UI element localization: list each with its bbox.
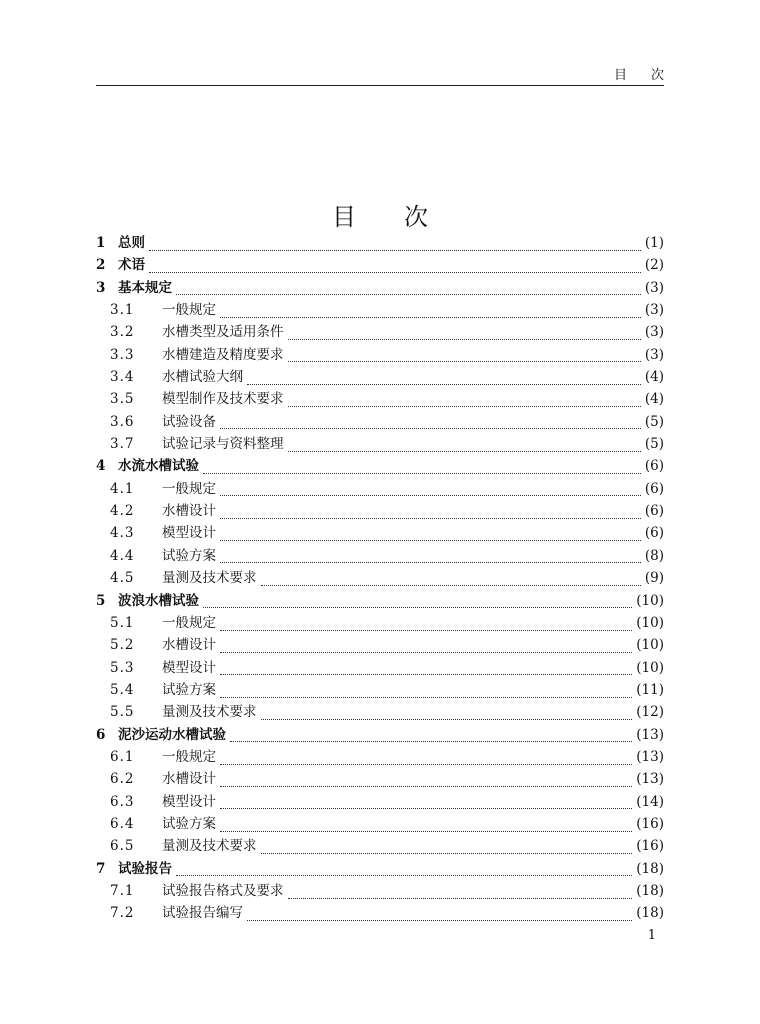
toc-leader-dots — [176, 865, 632, 876]
page-number: 1 — [647, 928, 656, 943]
toc-leader-dots — [220, 418, 641, 429]
toc-entry — [96, 590, 664, 612]
toc-entry — [96, 880, 664, 902]
toc-entry-number: 4.4 — [110, 547, 135, 564]
toc-entry-number: 2 — [96, 257, 106, 274]
toc-entry-page: (4) — [644, 391, 664, 408]
toc-entry-page: (9) — [644, 570, 664, 587]
toc-leader-dots — [220, 485, 641, 496]
toc-entry-label: 试验设备 — [162, 413, 216, 430]
toc-entry — [96, 835, 664, 857]
toc-entry — [96, 657, 664, 679]
toc-entry-page: (3) — [644, 346, 664, 363]
toc-entry-page: (6) — [644, 525, 664, 542]
toc-entry-number: 3.1 — [110, 302, 135, 319]
toc-entry-label: 量测及技术要求 — [162, 838, 257, 855]
toc-entry — [96, 567, 664, 589]
toc-entry-number: 3.2 — [110, 324, 135, 341]
toc-entry-number: 7.2 — [110, 905, 135, 922]
toc-entry-label: 模型设计 — [162, 793, 216, 810]
toc-leader-dots — [288, 441, 641, 452]
toc-entry-label: 水槽设计 — [162, 771, 216, 788]
toc-leader-dots — [220, 620, 632, 631]
toc-entry-number: 5.4 — [110, 681, 135, 698]
toc-entry-label: 总则 — [118, 235, 145, 251]
toc-entry-label: 量测及技术要求 — [162, 704, 257, 721]
toc-entry — [96, 277, 664, 299]
toc-entry — [96, 902, 664, 924]
toc-leader-dots — [220, 754, 632, 765]
toc-entry-number: 7.1 — [110, 882, 135, 899]
toc-entry-page: (6) — [644, 458, 664, 475]
toc-leader-dots — [203, 597, 632, 608]
toc-entry-label: 波浪水槽试验 — [118, 592, 199, 609]
toc-leader-dots — [288, 888, 633, 899]
toc-entry-page: (4) — [644, 369, 664, 386]
toc-entry-number: 6.4 — [110, 815, 135, 832]
toc-entry-label: 一般规定 — [162, 302, 216, 319]
toc-entry-number: 4.3 — [110, 525, 135, 542]
toc-entry-label: 模型制作及技术要求 — [162, 391, 284, 408]
toc-leader-dots — [149, 240, 641, 251]
toc-entry — [96, 545, 664, 567]
toc-entry-label: 水槽建造及精度要求 — [162, 346, 284, 363]
toc-entry-label: 水流水槽试验 — [118, 458, 199, 475]
running-header-title: 目次 — [613, 68, 688, 83]
toc-leader-dots — [220, 798, 632, 809]
running-header — [96, 60, 688, 86]
toc-entry-number: 4.5 — [110, 570, 135, 587]
toc-entry — [96, 858, 664, 880]
toc-entry-number: 3 — [96, 279, 106, 296]
toc-entry-page: (10) — [636, 614, 664, 631]
toc-leader-dots — [247, 910, 632, 921]
toc-entry-page: (10) — [636, 592, 664, 609]
toc-entry — [96, 634, 664, 656]
toc-entry-label: 泥沙运动水槽试验 — [118, 726, 226, 743]
toc-entry — [96, 366, 664, 388]
toc-entry — [96, 455, 664, 477]
toc-leader-dots — [261, 575, 641, 586]
toc-entry — [96, 232, 664, 254]
toc-entry — [96, 299, 664, 321]
toc-entry-label: 水槽设计 — [162, 503, 216, 520]
table-of-contents — [96, 232, 664, 925]
toc-entry — [96, 612, 664, 634]
toc-entry-page: (3) — [644, 324, 664, 341]
toc-entry-label: 一般规定 — [162, 480, 216, 497]
toc-entry-number: 3.7 — [110, 436, 135, 453]
toc-leader-dots — [230, 731, 632, 742]
toc-leader-dots — [220, 776, 632, 787]
toc-entry-page: (6) — [644, 480, 664, 497]
toc-entry — [96, 254, 664, 276]
toc-leader-dots — [247, 374, 641, 385]
toc-leader-dots — [220, 687, 632, 698]
toc-entry-page: (10) — [636, 659, 664, 676]
toc-entry — [96, 791, 664, 813]
toc-entry-number: 3.3 — [110, 346, 135, 363]
toc-entry-page: (18) — [636, 905, 664, 922]
toc-entry-number: 3.4 — [110, 369, 135, 386]
toc-entry-page: (11) — [636, 681, 664, 698]
toc-entry-label: 一般规定 — [162, 614, 216, 631]
toc-entry-page: (13) — [636, 726, 664, 743]
toc-entry-number: 3.5 — [110, 391, 135, 408]
toc-entry-number: 5 — [96, 592, 106, 609]
toc-entry-page: (13) — [636, 748, 664, 765]
toc-entry-label: 试验方案 — [162, 681, 216, 698]
toc-entry-label: 水槽类型及适用条件 — [162, 324, 284, 341]
toc-leader-dots — [220, 307, 641, 318]
toc-entry-page: (1) — [644, 235, 664, 251]
toc-entry — [96, 500, 664, 522]
toc-entry — [96, 724, 664, 746]
toc-entry-page: (16) — [636, 838, 664, 855]
toc-entry-page: (3) — [644, 302, 664, 319]
toc-entry-page: (6) — [644, 503, 664, 520]
toc-entry — [96, 522, 664, 544]
toc-entry-label: 模型设计 — [162, 525, 216, 542]
toc-leader-dots — [220, 508, 641, 519]
toc-entry-number: 3.6 — [110, 413, 135, 430]
toc-entry-number: 1 — [96, 235, 106, 251]
toc-entry-number: 4.2 — [110, 503, 135, 520]
toc-entry — [96, 701, 664, 723]
toc-leader-dots — [203, 463, 641, 474]
toc-leader-dots — [288, 396, 641, 407]
toc-entry-number: 7 — [96, 860, 106, 877]
toc-leader-dots — [261, 843, 633, 854]
toc-leader-dots — [220, 530, 641, 541]
toc-entry-label: 量测及技术要求 — [162, 570, 257, 587]
toc-leader-dots — [288, 351, 641, 362]
toc-entry-number: 6.5 — [110, 838, 135, 855]
toc-entry-number: 5.1 — [110, 614, 135, 631]
toc-entry — [96, 768, 664, 790]
toc-entry — [96, 344, 664, 366]
toc-leader-dots — [288, 329, 641, 340]
toc-entry-number: 6.1 — [110, 748, 135, 765]
toc-entry-page: (12) — [636, 704, 664, 721]
toc-entry-label: 一般规定 — [162, 748, 216, 765]
toc-entry-page: (3) — [644, 279, 664, 296]
toc-entry-label: 试验方案 — [162, 547, 216, 564]
toc-entry-label: 水槽试验大纲 — [162, 369, 243, 386]
toc-entry-label: 试验记录与资料整理 — [162, 436, 284, 453]
toc-entry-page: (18) — [636, 860, 664, 877]
toc-entry-label: 基本规定 — [118, 279, 172, 296]
toc-leader-dots — [149, 262, 641, 273]
toc-entry-page: (14) — [636, 793, 664, 810]
toc-entry-page: (13) — [636, 771, 664, 788]
toc-entry-number: 4 — [96, 458, 106, 475]
toc-entry-label: 试验报告编写 — [162, 905, 243, 922]
toc-entry-number: 6 — [96, 726, 106, 743]
toc-entry — [96, 321, 664, 343]
toc-entry-number: 5.2 — [110, 637, 135, 654]
toc-entry-number: 6.3 — [110, 793, 135, 810]
toc-leader-dots — [220, 552, 641, 563]
toc-entry-number: 6.2 — [110, 771, 135, 788]
toc-entry-label: 水槽设计 — [162, 637, 216, 654]
toc-entry-number: 5.5 — [110, 704, 135, 721]
toc-leader-dots — [176, 284, 641, 295]
toc-entry — [96, 433, 664, 455]
toc-entry-page: (18) — [636, 882, 664, 899]
toc-entry — [96, 679, 664, 701]
toc-entry-label: 术语 — [118, 257, 145, 274]
toc-entry-page: (8) — [644, 547, 664, 564]
toc-leader-dots — [220, 664, 632, 675]
toc-entry-page: (2) — [644, 257, 664, 274]
toc-leader-dots — [261, 709, 633, 720]
toc-entry — [96, 746, 664, 768]
toc-leader-dots — [220, 642, 632, 653]
toc-entry — [96, 411, 664, 433]
toc-entry-number: 4.1 — [110, 480, 135, 497]
toc-leader-dots — [220, 821, 632, 832]
toc-entry-page: (16) — [636, 815, 664, 832]
toc-entry-page: (10) — [636, 637, 664, 654]
page-title: 目次 — [332, 203, 476, 232]
toc-entry-page: (5) — [644, 413, 664, 430]
toc-entry-label: 模型设计 — [162, 659, 216, 676]
toc-entry-label: 试验报告格式及要求 — [162, 882, 284, 899]
toc-entry — [96, 813, 664, 835]
toc-entry — [96, 388, 664, 410]
toc-entry — [96, 478, 664, 500]
toc-entry-label: 试验方案 — [162, 815, 216, 832]
toc-entry-page: (5) — [644, 436, 664, 453]
toc-entry-number: 5.3 — [110, 659, 135, 676]
toc-entry-label: 试验报告 — [118, 860, 172, 877]
